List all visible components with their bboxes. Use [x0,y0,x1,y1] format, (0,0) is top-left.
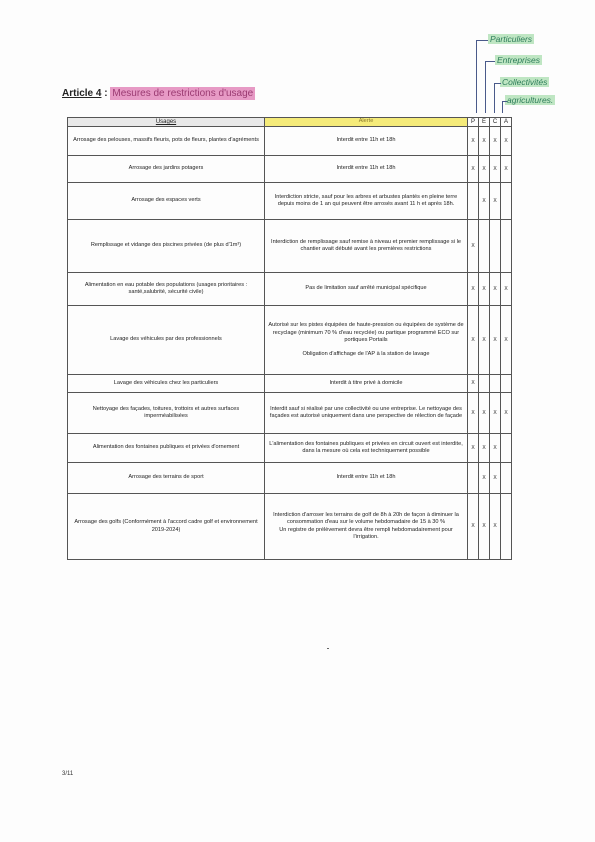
mark-a: X [501,156,512,183]
table-row [68,375,512,393]
mark-a [501,494,512,560]
alerte-text-2: Un registre de prélèvement devra être rempli hebdomadairement pour l'irrigation. [279,526,453,541]
mark-p: X [468,434,479,463]
header-alerte: Alerte [265,118,468,127]
table-row [68,156,512,183]
table-row [68,494,512,560]
alerte-cell: Interdit sauf si réalisé par une collectivité ou une entreprise. Le nettoyage des façades est autorisé uniquement dans une perspective de rélection de façade [265,393,468,434]
usage-cell: Alimentation en eau potable des populations (usages prioritaires : santé,salubrité, sécurité civile) [68,273,265,306]
annotation-bracket-a [502,101,503,113]
mark-e: X [479,127,490,156]
mark-a [501,220,512,273]
mark-p: X [468,375,479,393]
mark-e: X [479,393,490,434]
annotation-line-a [502,101,507,102]
mark-c [490,375,501,393]
mark-c: X [490,463,501,494]
mark-c: X [490,183,501,220]
mark-a: X [501,306,512,375]
alerte-cell [265,306,468,375]
usage-cell: Alimentation des fontaines publiques et privées d'ornement [68,434,265,463]
article-title [62,88,255,99]
alerte-cell: Interdiction stricte, sauf pour les arbres et arbustes plantés en pleine terre depuis moins de 1 an qui peuvent être arrosés avant 11 h et après 18h. [265,183,468,220]
table-row [68,183,512,220]
usage-cell: Arrosage des terrains de sport [68,463,265,494]
usage-cell: Arrosage des espaces verts [68,183,265,220]
table-row [68,273,512,306]
annotation-bracket-e [485,61,486,113]
mark-e: X [479,156,490,183]
alerte-cell: Interdit entre 11h et 18h [265,127,468,156]
mark-c: X [490,393,501,434]
mark-c: X [490,156,501,183]
mark-p [468,183,479,220]
alerte-cell: Interdit à titre privé à domicile [265,375,468,393]
annotation-line-c [494,83,501,84]
alerte-text-2: Obligation d'affichage de l'AP à la station de lavage [302,350,430,357]
mark-e: X [479,494,490,560]
alerte-cell: Pas de limitation sauf arrêté municipal spécifique [265,273,468,306]
usage-cell: Nettoyage des façades, toitures, trottoirs et autres surfaces imperméabilisées [68,393,265,434]
mark-c: X [490,494,501,560]
alerte-cell: L'alimentation des fontaines publiques et privées en circuit ouvert est interdite, dans la mesure où cela est techniquement possible [265,434,468,463]
mark-a [501,375,512,393]
mark-p: X [468,127,479,156]
alerte-cell: Interdit entre 11h et 18h [265,463,468,494]
mark-p: X [468,393,479,434]
annotation-particuliers: Particuliers [490,34,533,44]
mark-c: X [490,127,501,156]
mark-p: X [468,306,479,375]
table-header-row [68,118,512,127]
restrictions-table [67,117,512,560]
table-row [68,434,512,463]
mark-e [479,375,490,393]
usage-cell: Lavage des véhicules par des professionnels [68,306,265,375]
annotation-bracket-c [494,83,495,113]
mark-a [501,434,512,463]
mark-p: X [468,494,479,560]
usage-cell: Arrosage des golfs (Conformément à l'accord cadre golf et environnement 2019-2024) [68,494,265,560]
mark-e: X [479,183,490,220]
mark-c: X [490,273,501,306]
header-usages: Usages [68,118,265,127]
mark-a: X [501,273,512,306]
mark-e: X [479,306,490,375]
mark-p: X [468,273,479,306]
annotation-agricultures: agricultures. [507,95,554,105]
usage-cell: Arrosage des pelouses, massifs fleuris, pots de fleurs, plantes d'agréments [68,127,265,156]
annotation-line-e [485,61,495,62]
article-heading: Mesures de restrictions d'usage [112,88,254,99]
header-c: C [490,118,501,127]
page-number: 3/11 [62,771,74,777]
mark-p: X [468,220,479,273]
header-e: E [479,118,490,127]
header-p: P [468,118,479,127]
header-a: A [501,118,512,127]
table-row [68,393,512,434]
usage-cell: Remplissage et vidange des piscines privées (de plus d'1m³) [68,220,265,273]
mark-a: X [501,393,512,434]
annotation-entreprises: Entreprises [497,55,540,65]
mark-e [479,220,490,273]
table-row [68,463,512,494]
alerte-cell: Interdiction de remplissage sauf remise à niveau et premier remplissage si le chantier avait débuté avant les premières restrictions [265,220,468,273]
mark-p: X [468,156,479,183]
usage-cell: Lavage des véhicules chez les particuliers [68,375,265,393]
mark-e: X [479,463,490,494]
mark-a: X [501,127,512,156]
table-row [68,220,512,273]
annotation-line-p [476,40,488,41]
mark-p [468,463,479,494]
article-number: Article 4 [62,88,102,99]
mark-c: X [490,306,501,375]
mark-c [490,220,501,273]
scan-speck [327,648,329,649]
mark-a [501,183,512,220]
alerte-cell [265,494,468,560]
mark-c: X [490,434,501,463]
mark-e: X [479,273,490,306]
alerte-text: Interdiction d'arroser les terrains de golf de 8h à 20h de façon à diminuer la consommation d'eau sur le volume hebdomadaire de 15 à 30 % [273,511,459,526]
mark-e: X [479,434,490,463]
annotation-collectivites: Collectivités [502,77,548,87]
table-row [68,127,512,156]
usage-cell: Arrosage des jardins potagers [68,156,265,183]
title-separator: : [101,88,111,99]
mark-a [501,463,512,494]
alerte-text: Autorisé sur les pistes équipées de haute-pression ou équipées de système de recyclage (minimum 70 % d'eau recyclée) ou partique programmé ECO sur portiques Portails [268,322,464,344]
alerte-cell: Interdit entre 11h et 18h [265,156,468,183]
table-row [68,306,512,375]
annotation-bracket-p [476,40,477,113]
